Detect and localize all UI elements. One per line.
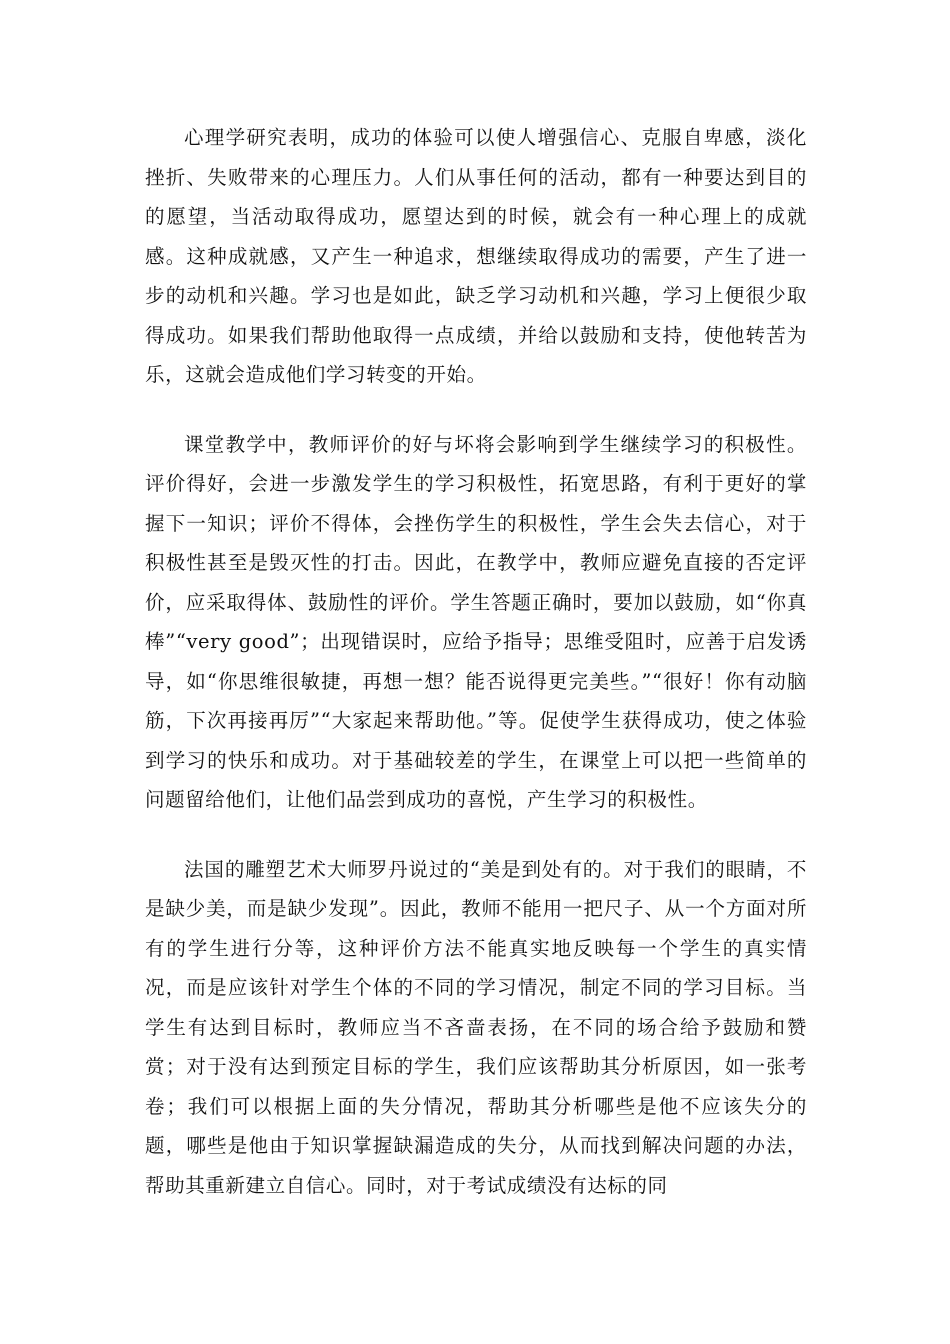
document-body	[145, 118, 807, 1235]
paragraph-1: 心理学研究表明，成功的体验可以使人增强信心、克服自卑感，淡化挫折、失败带来的心理压力。人们从事任何的活动，都有一种要达到目的的愿望，当活动取得成功，愿望达到的时候，就会有一种心理上的成就感。这种成就感，又产生一种追求，想继续取得成功的需要，产生了进一步的动机和兴趣。学习也是如此，缺乏学习动机和兴趣，学习上便很少取得成功。如果我们帮助他取得一点成绩，并给以鼓励和支持，使他转苦为乐，这就会造成他们学习转变的开始。	[145, 126, 807, 386]
paragraph-2: 课堂教学中，教师评价的好与坏将会影响到学生继续学习的积极性。评价得好，会进一步激发学生的学习积极性，拓宽思路，有利于更好的掌握下一知识；评价不得体，会挫伤学生的积极性，学生会失去信心，对于积极性甚至是毁灭性的打击。因此，在教学中，教师应避免直接的否定评价，应采取得体、鼓励性的评价。学生答题正确时，要加以鼓励，如“你真棒”“very good”；出现错误时，应给予指导；思维受阻时，应善于启发诱导，如“你思维很敏捷，再想一想？能否说得更完美些。”“很好！你有动脑筋，下次再接再厉”“大家起来帮助他。”等。促使学生获得成功，使之体验到学习的快乐和成功。对于基础较差的学生，在课堂上可以把一些简单的问题留给他们，让他们品尝到成功的喜悦，产生学习的积极性。	[145, 432, 807, 811]
paragraph-3: 法国的雕塑艺术大师罗丹说过的“美是到处有的。对于我们的眼睛，不是缺少美，而是缺少发现”。因此，教师不能用一把尺子、从一个方面对所有的学生进行分等，这种评价方法不能真实地反映每一个学生的真实情况，而是应该针对学生个体的不同的学习情况，制定不同的学习目标。当学生有达到目标时，教师应当不吝啬表扬，在不同的场合给予鼓励和赞赏；对于没有达到预定目标的学生，我们应该帮助其分析原因，如一张考卷；我们可以根据上面的失分情况，帮助其分析哪些是他不应该失分的题，哪些是他由于知识掌握缺漏造成的失分，从而找到解决问题的办法，帮助其重新建立自信心。同时，对于考试成绩没有达标的同	[145, 857, 807, 1197]
